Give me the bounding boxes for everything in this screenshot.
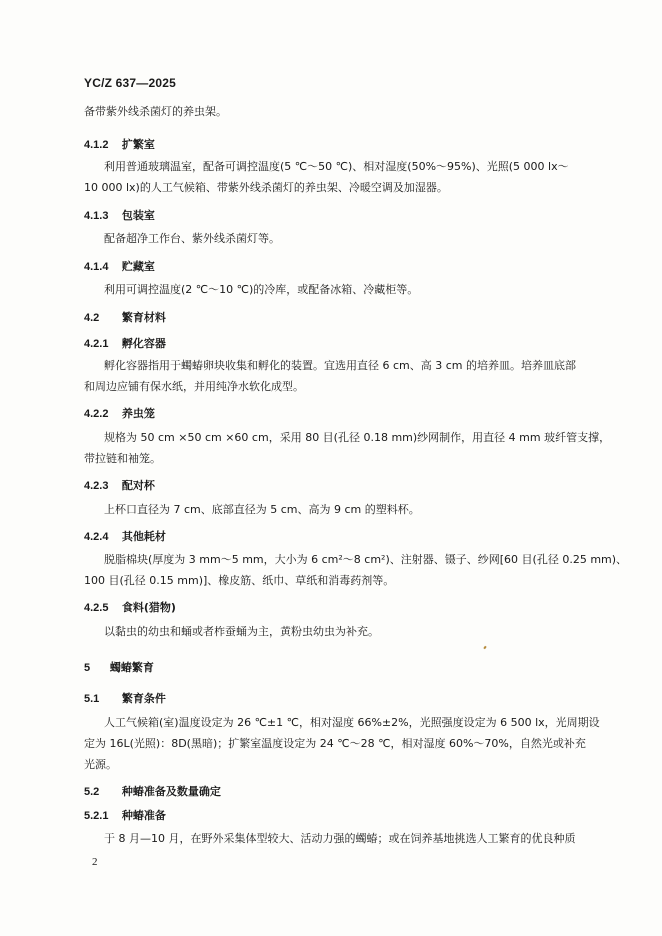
paragraph-line: 利用普通玻璃温室，配备可调控温度(5 ℃～50 ℃)、相对湿度(50%～95%)、光照(5 000 lx～ [104, 160, 569, 173]
section-heading-5 [84, 659, 154, 675]
section-number: 4.1.4 [84, 261, 109, 273]
section-number: 4.2 [84, 312, 100, 324]
section-number: 4.2.5 [84, 602, 109, 614]
section-number: 4.2.4 [84, 531, 109, 543]
section-heading-4-1-2 [84, 136, 155, 152]
section-title: 种蝽准备及数量确定 [121, 785, 221, 798]
section-heading-4-2-4 [84, 528, 166, 544]
section-heading-5-2-1 [84, 807, 166, 823]
section-number: 5 [84, 662, 91, 674]
paragraph-line: 10 000 lx)的人工气候箱、带紫外线杀菌灯的养虫架、冷暖空调及加湿器。 [84, 181, 448, 194]
section-title: 孵化容器 [121, 337, 166, 350]
section-number: 5.2 [84, 786, 100, 798]
section-title: 扩繁室 [121, 138, 155, 151]
paragraph-line: 利用可调控温度(2 ℃～10 ℃)的冷库，或配备冰箱、冷藏柜等。 [104, 283, 419, 296]
section-heading-4-1-4 [84, 258, 155, 274]
section-title: 食料(猎物) [121, 601, 176, 614]
section-title: 贮藏室 [121, 260, 155, 273]
paragraph-line: 规格为 50 cm ×50 cm ×60 cm，采用 80 目(孔径 0.18 mm)纱网制作，用直径 4 mm 玻纤管支撑， [104, 431, 611, 444]
section-heading-4-1-3 [84, 207, 155, 223]
paragraph-line: 光源。 [84, 758, 117, 771]
paragraph-line: 脱脂棉块(厚度为 3 mm～5 mm，大小为 6 cm²～8 cm²)、注射器、镊子、纱网[60 目(孔径 0.25 mm)、 [104, 553, 628, 566]
section-title: 养虫笼 [121, 407, 155, 420]
section-heading-4-2-2 [84, 405, 155, 421]
section-heading-4-2-1 [84, 335, 166, 351]
section-number: 4.2.1 [84, 338, 109, 350]
paragraph-line: 带拉链和袖笼。 [84, 452, 161, 465]
paragraph-line: 于 8 月—10 月，在野外采集体型较大、活动力强的蠋蝽；或在饲养基地挑选人工繁育的优良种质 [104, 832, 576, 845]
paragraph-line: 以黏虫的幼虫和蛹或者柞蚕蛹为主，黄粉虫幼虫为补充。 [104, 625, 379, 638]
section-heading-4-2 [84, 309, 166, 325]
section-heading-5-1 [84, 690, 166, 706]
page-number: 2 [92, 856, 98, 868]
paragraph-line: 备带紫外线杀菌灯的养虫架。 [84, 105, 227, 118]
section-title: 繁育条件 [121, 692, 166, 705]
section-number: 4.1.2 [84, 139, 109, 151]
section-title: 包装室 [121, 209, 155, 222]
section-number: 5.1 [84, 693, 100, 705]
paragraph-line: 配备超净工作台、紫外线杀菌灯等。 [104, 232, 280, 245]
section-title: 配对杯 [121, 479, 155, 492]
section-number: 4.1.3 [84, 210, 109, 222]
paragraph-line: 和周边应铺有保水纸，并用纯净水软化成型。 [84, 380, 304, 393]
section-number: 4.2.2 [84, 408, 109, 420]
paragraph-line: 100 目(孔径 0.15 mm)]、橡皮筋、纸巾、草纸和消毒药剂等。 [84, 574, 395, 587]
standard-code: YC/Z 637—2025 [84, 76, 176, 90]
paragraph-line: 定为 16L(光照)：8D(黑暗)；扩繁室温度设定为 24 ℃～28 ℃，相对湿度 60%～70%，自然光或补充 [84, 737, 586, 750]
section-heading-4-2-3 [84, 477, 155, 493]
section-number: 4.2.3 [84, 480, 109, 492]
section-title: 繁育材料 [121, 311, 166, 324]
section-number: 5.2.1 [84, 810, 109, 822]
section-heading-4-2-5 [84, 599, 176, 615]
section-heading-5-2 [84, 783, 221, 799]
paragraph-line: 孵化容器指用于蠋蝽卵块收集和孵化的装置。宜选用直径 6 cm、高 3 cm 的培养皿。培养皿底部 [104, 359, 577, 372]
paragraph-line: 人工气候箱(室)温度设定为 26 ℃±1 ℃，相对湿度 66%±2%，光照强度设定为 6 500 lx，光周期设 [104, 716, 600, 729]
section-title: 其他耗材 [121, 530, 166, 543]
section-title: 蠋蝽繁育 [109, 661, 154, 674]
paragraph-line: 上杯口直径为 7 cm、底部直径为 5 cm、高为 9 cm 的塑料杯。 [104, 503, 420, 516]
section-title: 种蝽准备 [121, 809, 166, 822]
scan-speck [483, 646, 486, 650]
